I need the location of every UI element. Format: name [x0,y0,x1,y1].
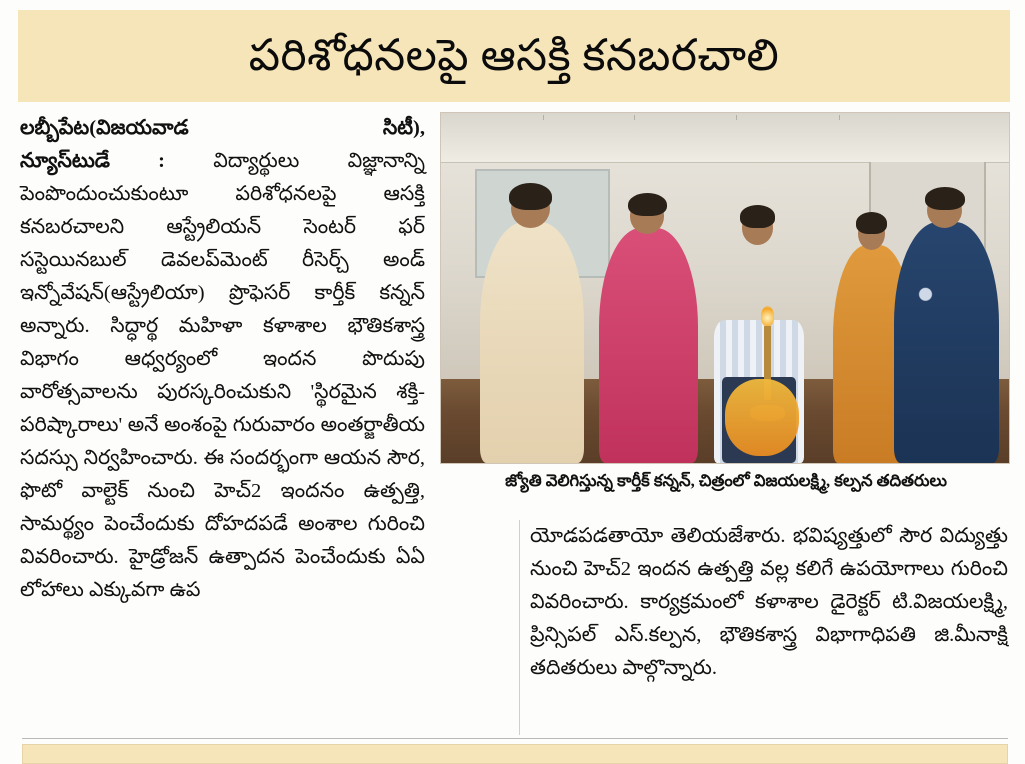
next-article-banner [22,744,1008,764]
article-body-left [20,112,425,607]
photo-lamp-flame [761,306,774,327]
photo-person-1-body [480,222,585,463]
photo-person-5-body [894,222,999,463]
photo-person-4-hair [856,212,887,234]
photo-person-3-hair [740,205,776,228]
photo-person-1 [475,162,589,463]
photo-person-2 [594,169,702,463]
article-body-right: యోడపడతాయో తెలియజేశారు. భవిష్యత్తులో సౌర విద్యుత్తు నుంచి హెచ్‌2 ఇందన ఉత్పత్తి వల్ల కలిగే ఉపయోగాలు గురించి వివరించారు. కార్యక్రమంలో కళాశాల డైరెక్టర్‌ టి.విజయలక్ష్మి, ప్రిన్సిపల్‌ ఎస్‌.కల్పన, భౌతికశాస్త్ర విభాగాధిపతి జి.మీనాక్షి తదితరులు పాల్గొన్నారు. [530,525,1008,679]
photo-caption: జ్యోతి వెలిగిస్తున్న కార్తీక్‌ కన్నన్‌, చిత్రంలో విజయలక్ష్మి, కల్పన తదితరులు [505,471,947,490]
photo-person-5-hair [925,187,965,211]
article-left-text: విద్యార్థులు విజ్ఞానాన్ని పెంపొందుంచుకుంటూ పరిశోధనలపై ఆసక్తి కనబరచాలని ఆస్ట్రేలియన్‌ సెంటర్‌ ఫర్‌ సస్టెయినబుల్‌ డెవలప్‌మెంట్‌ రీసెర్చ్‌ అండ్‌ ఇన్నోవేషన్‌(ఆస్ట్రేలియా) ప్రొఫెసర్‌ కార్తీక్‌ కన్నన్‌ అన్నారు. సిద్ధార్థ మహిళా కళాశాల భౌతికశాస్త్ర విభాగం ఆధ్వర్యంలో ఇందన పొదుపు వారోత్సవాలను పురస్కరించుకుని 'స్థిరమైన శక్తి-పరిష్కారాలు' అనే అంశంపై గురువారం అంతర్జాతీయ సదస్సు నిర్వహించారు. ఈ సందర్భంగా ఆయన సౌర, ఫొటో వాల్టెక్‌ నుంచి హెచ్‌2 ఇందనం ఉత్పత్తి, సామర్థ్యం పెంచేందుకు దోహదపడే అంశాల గురించి వివరించారు. హైడ్రోజన్‌ ఉత్పాదన పెంచేందుకు ఏఏ లోహాలు ఎక్కువగా ఉప [20,150,426,601]
photo-garland [725,379,799,456]
photo-person-5 [890,169,1004,463]
headline-banner [18,10,1010,102]
dateline-line-2: న్యూస్‌టుడే : [20,150,165,172]
photo-scene [441,113,1009,463]
photo-person-1-hair [509,183,552,210]
dateline-line-1: లబ్బీపేట(విజయవాడ సిటీ), [20,117,425,139]
photo-person-2-body [599,228,698,463]
photo-ceiling [441,113,1009,163]
article-left-column [20,112,426,601]
article-right-column [530,520,1008,685]
page-title: పరిశోధనలపై ఆసక్తి కనబరచాలి [248,30,780,80]
section-rule [22,738,1008,739]
column-divider [519,520,520,735]
article-photo [440,112,1010,464]
photo-person-2-hair [628,193,667,217]
